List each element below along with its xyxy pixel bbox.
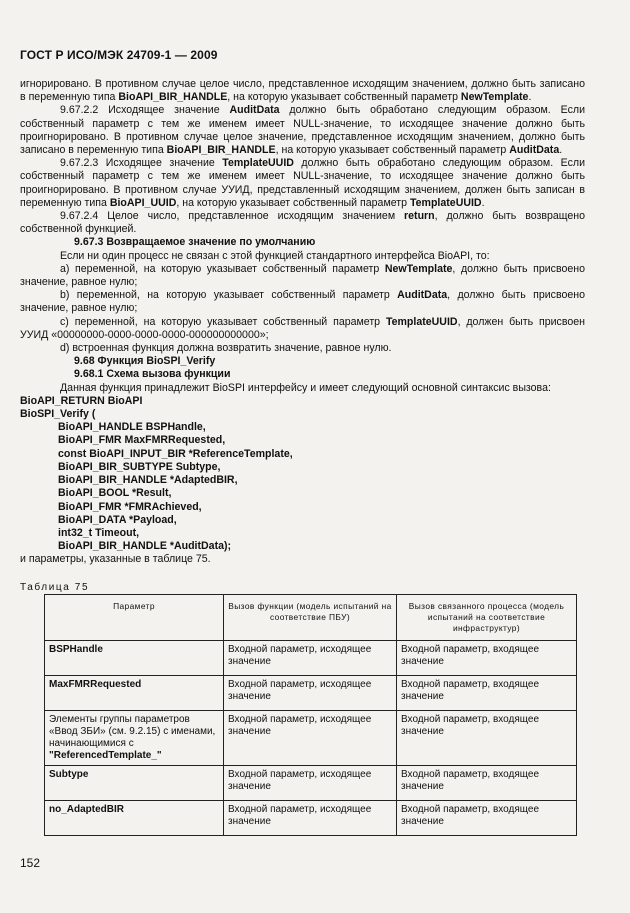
text: 9.67.2.4 Целое число, представленное исходящим значением — [60, 210, 405, 223]
text: игнорировано. В противном случае целое число, представленное исходящим значением, должно быть записано в переменную типа — [20, 78, 585, 104]
param-prefix: "ReferencedTemplate_" — [49, 750, 162, 761]
table-cell: no_AdaptedBIR — [45, 801, 224, 836]
text: . — [481, 196, 485, 209]
table-cell: Subtype — [45, 766, 224, 801]
table-row — [45, 711, 577, 766]
paragraph: и параметры, указанные в таблице 75. — [20, 553, 211, 566]
text: . — [528, 91, 532, 104]
text: , на которую указывает собственный параметр — [275, 144, 510, 157]
code-line: BioAPI_BIR_HANDLE *AuditData); — [58, 540, 232, 553]
param-name: NewTemplate — [384, 262, 453, 275]
text: Элементы группы параметров «Ввод ЗБИ» (см. 9.2.15) с именами, начинающимися с — [49, 714, 216, 749]
table-header: Параметр — [45, 595, 224, 641]
table-cell: Входной параметр, исходящее значение — [224, 711, 397, 766]
table-cell — [45, 711, 224, 766]
code-line: int32_t Timeout, — [58, 526, 140, 539]
table-cell: Входной параметр, входящее значение — [397, 711, 577, 766]
table-header: Вызов связанного процесса (модель испытаний на соответствие инфраструктур) — [397, 595, 577, 641]
text: c) переменной, на которую указывает собственный параметр — [60, 315, 386, 328]
text: должно быть обработано следующим образом. Если собственный параметр с тем же именем имеет NULL-значение, то исходящее значение должно быть проигнорировано. В противном случае целое значение, представленное исходящим значением, должно быть записано в переменную типа — [20, 104, 586, 157]
table-cell: Входной параметр, исходящее значение — [224, 641, 397, 676]
text: , на которую указывает собственный параметр — [227, 91, 461, 104]
document-header: ГОСТ Р ИСО/МЭК 24709-1 — 2009 — [20, 48, 218, 62]
type-name: BioAPI_BIR_HANDLE — [166, 144, 276, 157]
table-cell: Входной параметр, входящее значение — [397, 766, 577, 801]
table-cell: Входной параметр, входящее значение — [397, 641, 577, 676]
table-row — [45, 676, 577, 711]
paragraph — [20, 210, 585, 236]
table-cell: BSPHandle — [45, 641, 224, 676]
table-cell: Входной параметр, входящее значение — [397, 801, 577, 836]
section-heading: 9.68 Функция BioSPI_Verify — [74, 355, 216, 368]
code-line: BioAPI_HANDLE BSPHandle, — [58, 421, 206, 434]
document-body — [20, 78, 585, 567]
list-item — [20, 263, 585, 289]
table-cell: MaxFMRRequested — [45, 676, 224, 711]
code-line: BioAPI_BIR_SUBTYPE Subtype, — [58, 460, 221, 473]
param-name: TemplateUUID — [409, 196, 482, 209]
text: . — [559, 144, 563, 157]
list-item — [20, 289, 585, 315]
table-cell: Входной параметр, исходящее значение — [224, 766, 397, 801]
code-line: BioAPI_BIR_HANDLE *AdaptedBIR, — [58, 474, 238, 487]
param-name: NewTemplate — [460, 91, 529, 104]
table-cell: Входной параметр, исходящее значение — [224, 676, 397, 711]
table-caption: Таблица 75 — [20, 582, 90, 593]
paragraph — [20, 157, 585, 210]
page-number: 152 — [20, 856, 41, 870]
text: 9.67.2.2 Исходящее значение — [60, 104, 230, 117]
table-header-row — [45, 595, 577, 641]
parameter-table — [44, 594, 577, 836]
text: , на которую указывает собственный параметр — [176, 196, 410, 209]
param-name: TemplateUUID — [222, 157, 294, 170]
code-line: BioAPI_FMR *FMRAchieved, — [58, 500, 202, 513]
code-line: BioAPI_BOOL *Result, — [58, 487, 172, 500]
table-row — [45, 641, 577, 676]
table-row — [45, 801, 577, 836]
list-item: d) встроенная функция должна возвратить значение, равное нулю. — [60, 342, 392, 355]
keyword: return — [404, 210, 435, 223]
table-row — [45, 766, 577, 801]
type-name: BioAPI_UUID — [109, 196, 177, 209]
param-name: TemplateUUID — [385, 315, 458, 328]
table-cell: Входной параметр, исходящее значение — [224, 801, 397, 836]
text: а) переменной, на которую указывает собственный параметр — [60, 262, 385, 275]
text: , должно быть возвращено собственной функцией. — [20, 210, 585, 236]
text: , должен быть присвоен УУИД «00000000-0000-0000-0000-000000000000»; — [20, 315, 585, 341]
text: , должно быть присвоено значение, равное нулю; — [20, 262, 585, 289]
paragraph — [20, 104, 585, 157]
param-name: AuditData — [397, 289, 448, 302]
text: 9.67.2.3 Исходящее значение — [60, 157, 223, 170]
paragraph — [20, 78, 585, 104]
text: b) переменной, на которую указывает собственный параметр — [60, 289, 398, 302]
code-line: const BioAPI_INPUT_BIR *ReferenceTemplate, — [58, 447, 293, 460]
table-cell: Входной параметр, входящее значение — [397, 676, 577, 711]
type-name: BioAPI_BIR_HANDLE — [118, 91, 228, 104]
table-header: Вызов функции (модель испытаний на соответствие ПБУ) — [224, 595, 397, 641]
code-line: BioAPI_FMR MaxFMRRequested, — [58, 434, 226, 447]
section-heading: 9.68.1 Схема вызова функции — [74, 368, 231, 381]
code-line: BioAPI_RETURN BioAPI — [20, 394, 143, 407]
paragraph: Если ни один процесс не связан с этой функцией стандартного интерфейса BioAPI, то: — [60, 249, 490, 262]
param-name: AuditData — [509, 144, 560, 157]
list-item — [20, 316, 585, 342]
section-heading: 9.67.3 Возвращаемое значение по умолчанию — [74, 236, 316, 249]
text: , должно быть присвоено значение, равное нулю; — [20, 289, 585, 315]
param-name: AuditData — [229, 104, 280, 117]
paragraph: Данная функция принадлежит BioSPI интерфейсу и имеет следующий основной синтаксис вызова: — [60, 381, 551, 394]
code-line: BioSPI_Verify ( — [20, 408, 96, 421]
text: должно быть обработано следующим образом. Если собственный параметр с тем же именем имеет NULL-значение, то исходящее значение должно быть проигнорировано. В противном случае УУИД, представленный исходящим значением, должен быть записан в переменную типа — [20, 157, 585, 209]
code-line: BioAPI_DATA *Payload, — [58, 513, 177, 526]
